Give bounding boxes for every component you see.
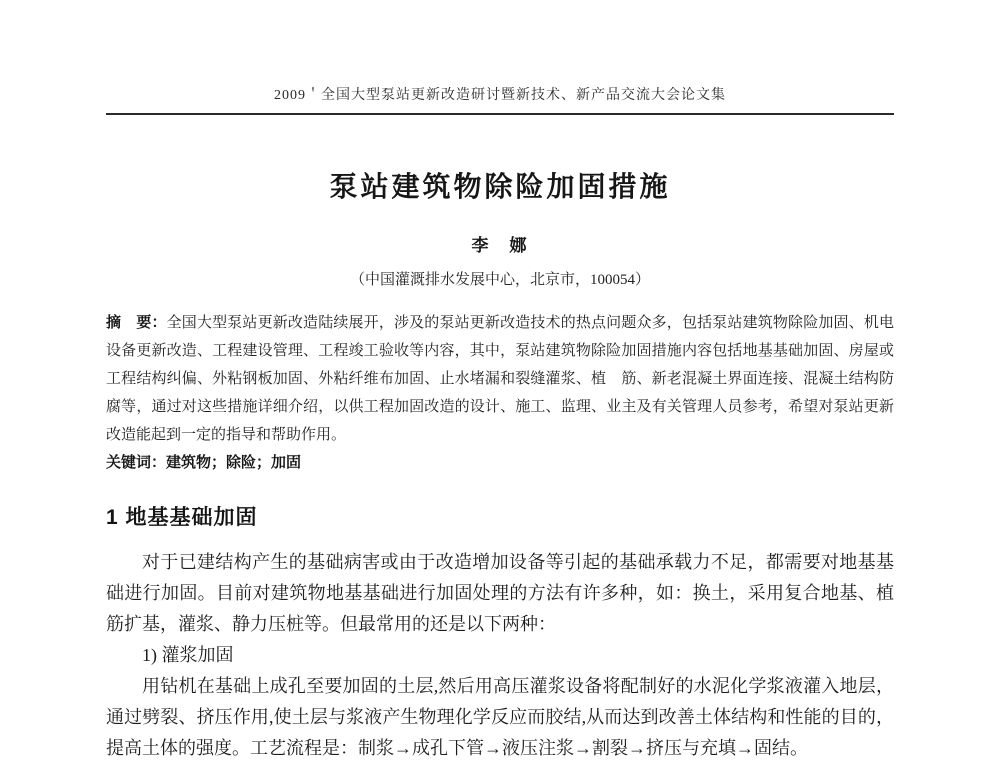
page-header <box>106 0 894 115</box>
author-name: 李 娜 <box>471 236 529 255</box>
author-affiliation: （中国灌溉排水发展中心，北京市，100054） <box>349 272 650 288</box>
page-content <box>106 0 894 760</box>
keywords-label: 关键词： <box>106 454 167 471</box>
abstract-block <box>106 309 894 449</box>
paragraph: 对于已建结构产生的基础病害或由于改造增加设备等引起的基础承载力不足，都需要对地基基础进行加固。目前对建筑物地基基础进行加固处理的方法有许多种，如：换土，采用复合地基、植筋扩基，灌浆、静力压桩等。但最常用的还是以下两种： <box>106 552 894 634</box>
article-title: 泵站建筑物除险加固措施 <box>329 171 671 202</box>
proceedings-title: 2009＇全国大型泵站更新改造研讨暨新技术、新产品交流大会论文集 <box>274 88 726 103</box>
abstract-text: 全国大型泵站更新改造陆续展开，涉及的泵站更新改造技术的热点问题众多，包括泵站建筑物除险加固、机电设备更新改造、工程建设管理、工程竣工验收等内容，其中，泵站建筑物除险加固措施内容包括地基基础加固、房屋或工程结构纠偏、外粘钢板加固、外粘纤维布加固、止水堵漏和裂缝灌浆、植 筋、新老混凝土界面连接、混凝土结构防腐等，通过对这些措施详细介绍，以供工程加固改造的设计、施工、监理、业主及有关管理人员参考，希望对泵站更新改造能起到一定的指导和帮助作用。 <box>106 315 894 443</box>
abstract-label: 摘 要： <box>106 314 167 331</box>
list-item-grouting: 1) 灌浆加固 <box>142 645 234 665</box>
keywords-block <box>106 449 894 477</box>
header-rule <box>106 113 894 115</box>
keywords-text: 建筑物；除险；加固 <box>166 454 302 471</box>
section-heading-foundation-reinforcement: 1 地基基础加固 <box>106 506 258 529</box>
paragraph: 用钻机在基础上成孔至要加固的土层,然后用高压灌浆设备将配制好的水泥化学浆液灌入地层，通过劈裂、挤压作用,使土层与浆液产生物理化学反应而胶结,从而达到改善土体结构和性能的目的，提高土体的强度。工艺流程是：制浆→成孔下管→液压注浆→割裂→挤压与充填→固结。 <box>106 676 894 758</box>
